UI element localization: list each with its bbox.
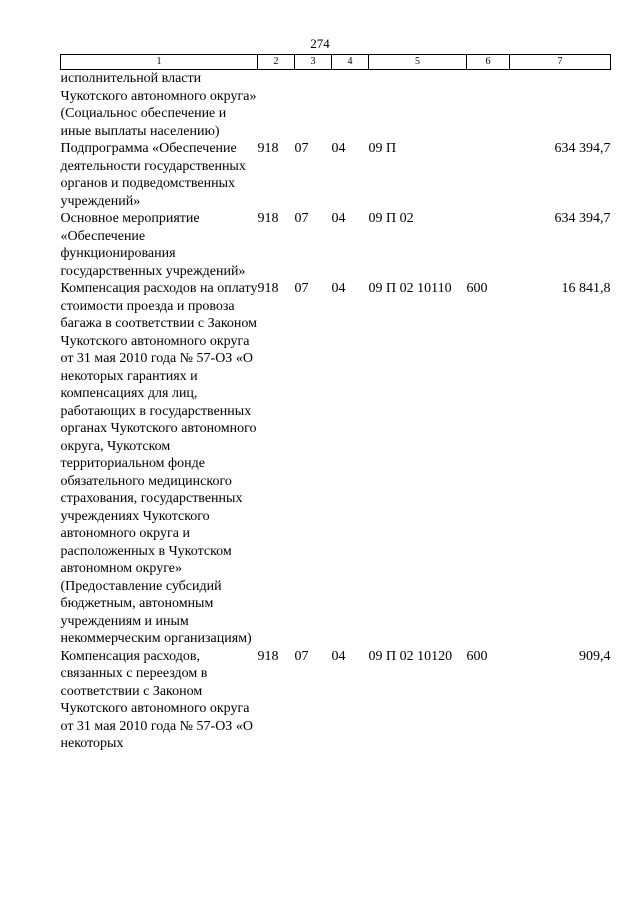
table-body — [61, 70, 611, 753]
column-header: 1 — [61, 55, 258, 70]
column-number-row — [61, 55, 611, 70]
row-section: 07 — [294, 141, 309, 156]
row-expense-type — [467, 140, 510, 210]
table-row — [61, 280, 611, 648]
row-name: Компенсация расходов, связанных с переездом в соответствии с Законом Чукотского автономного округа от 31 мая 2010 года № 57-ОЗ «О некоторых — [60, 648, 253, 751]
column-header: 5 — [369, 55, 467, 70]
column-header: 6 — [467, 55, 510, 70]
row-sum: 634 394,7 — [554, 211, 611, 226]
column-header: 7 — [510, 55, 611, 70]
row-sum: 634 394,7 — [554, 141, 611, 156]
row-sum: 16 841,8 — [561, 281, 611, 296]
row-grbs: 918 — [257, 281, 279, 296]
row-grbs: 918 — [257, 141, 279, 156]
row-expense-type: 600 — [466, 281, 488, 296]
table-header — [61, 55, 611, 70]
page-number: 274 — [310, 36, 330, 51]
column-header: 3 — [295, 55, 332, 70]
budget-table — [60, 54, 611, 753]
row-grbs — [258, 70, 295, 141]
row-subsection: 04 — [331, 141, 346, 156]
row-name: Компенсация расходов на оплату стоимости проезда и провоза багажа в соответствии с Законом Чукотского автономного округа от 31 мая 2010 года № 57-ОЗ «О некоторых гарантиях и компенсациях для лиц, работающих в государственных органах Чукотского автономного округа, Чукотском территориальном фонде обязательного медицинского страхования, государственных учреждениях Чукотского автономного округа и расположенных в Чукотском автономном округе» (Предоставление субсидий бюджетным, автономным учреждениям и иным некоммерческим организациям) — [60, 281, 258, 646]
row-subsection: 04 — [331, 281, 346, 296]
row-expense-type: 600 — [466, 648, 488, 664]
row-grbs: 918 — [257, 648, 279, 664]
row-expense-type — [467, 210, 510, 280]
row-target-article: 09 П 02 10110 — [368, 281, 452, 296]
table-row — [61, 210, 611, 280]
row-expense-type — [467, 70, 510, 141]
row-name: Основное мероприятие «Обеспечение функционирования государственных учреждений» — [60, 211, 246, 279]
column-header: 4 — [332, 55, 369, 70]
table-row — [61, 140, 611, 210]
row-section — [295, 70, 332, 141]
row-section: 07 — [294, 281, 309, 296]
row-target-article: 09 П — [368, 141, 397, 156]
row-sum: 909,4 — [579, 648, 611, 664]
row-section: 07 — [294, 211, 309, 226]
table-row — [61, 70, 611, 141]
row-target-article: 09 П 02 10120 — [368, 648, 453, 664]
row-subsection: 04 — [331, 648, 346, 664]
row-sum — [510, 70, 611, 141]
row-target-article — [369, 70, 467, 141]
row-name: исполнительной власти Чукотского автономного округа» (Социальнос обеспечение и иные выплаты населению) — [60, 71, 257, 139]
row-subsection: 04 — [331, 211, 346, 226]
row-name: Подпрограмма «Обеспечение деятельности государственных органов и подведомственных учреждений» — [60, 141, 246, 209]
row-subsection — [332, 70, 369, 141]
row-grbs: 918 — [257, 211, 279, 226]
column-header: 2 — [258, 55, 295, 70]
row-section: 07 — [294, 648, 309, 664]
row-target-article: 09 П 02 — [368, 211, 414, 226]
table-row — [61, 648, 611, 753]
